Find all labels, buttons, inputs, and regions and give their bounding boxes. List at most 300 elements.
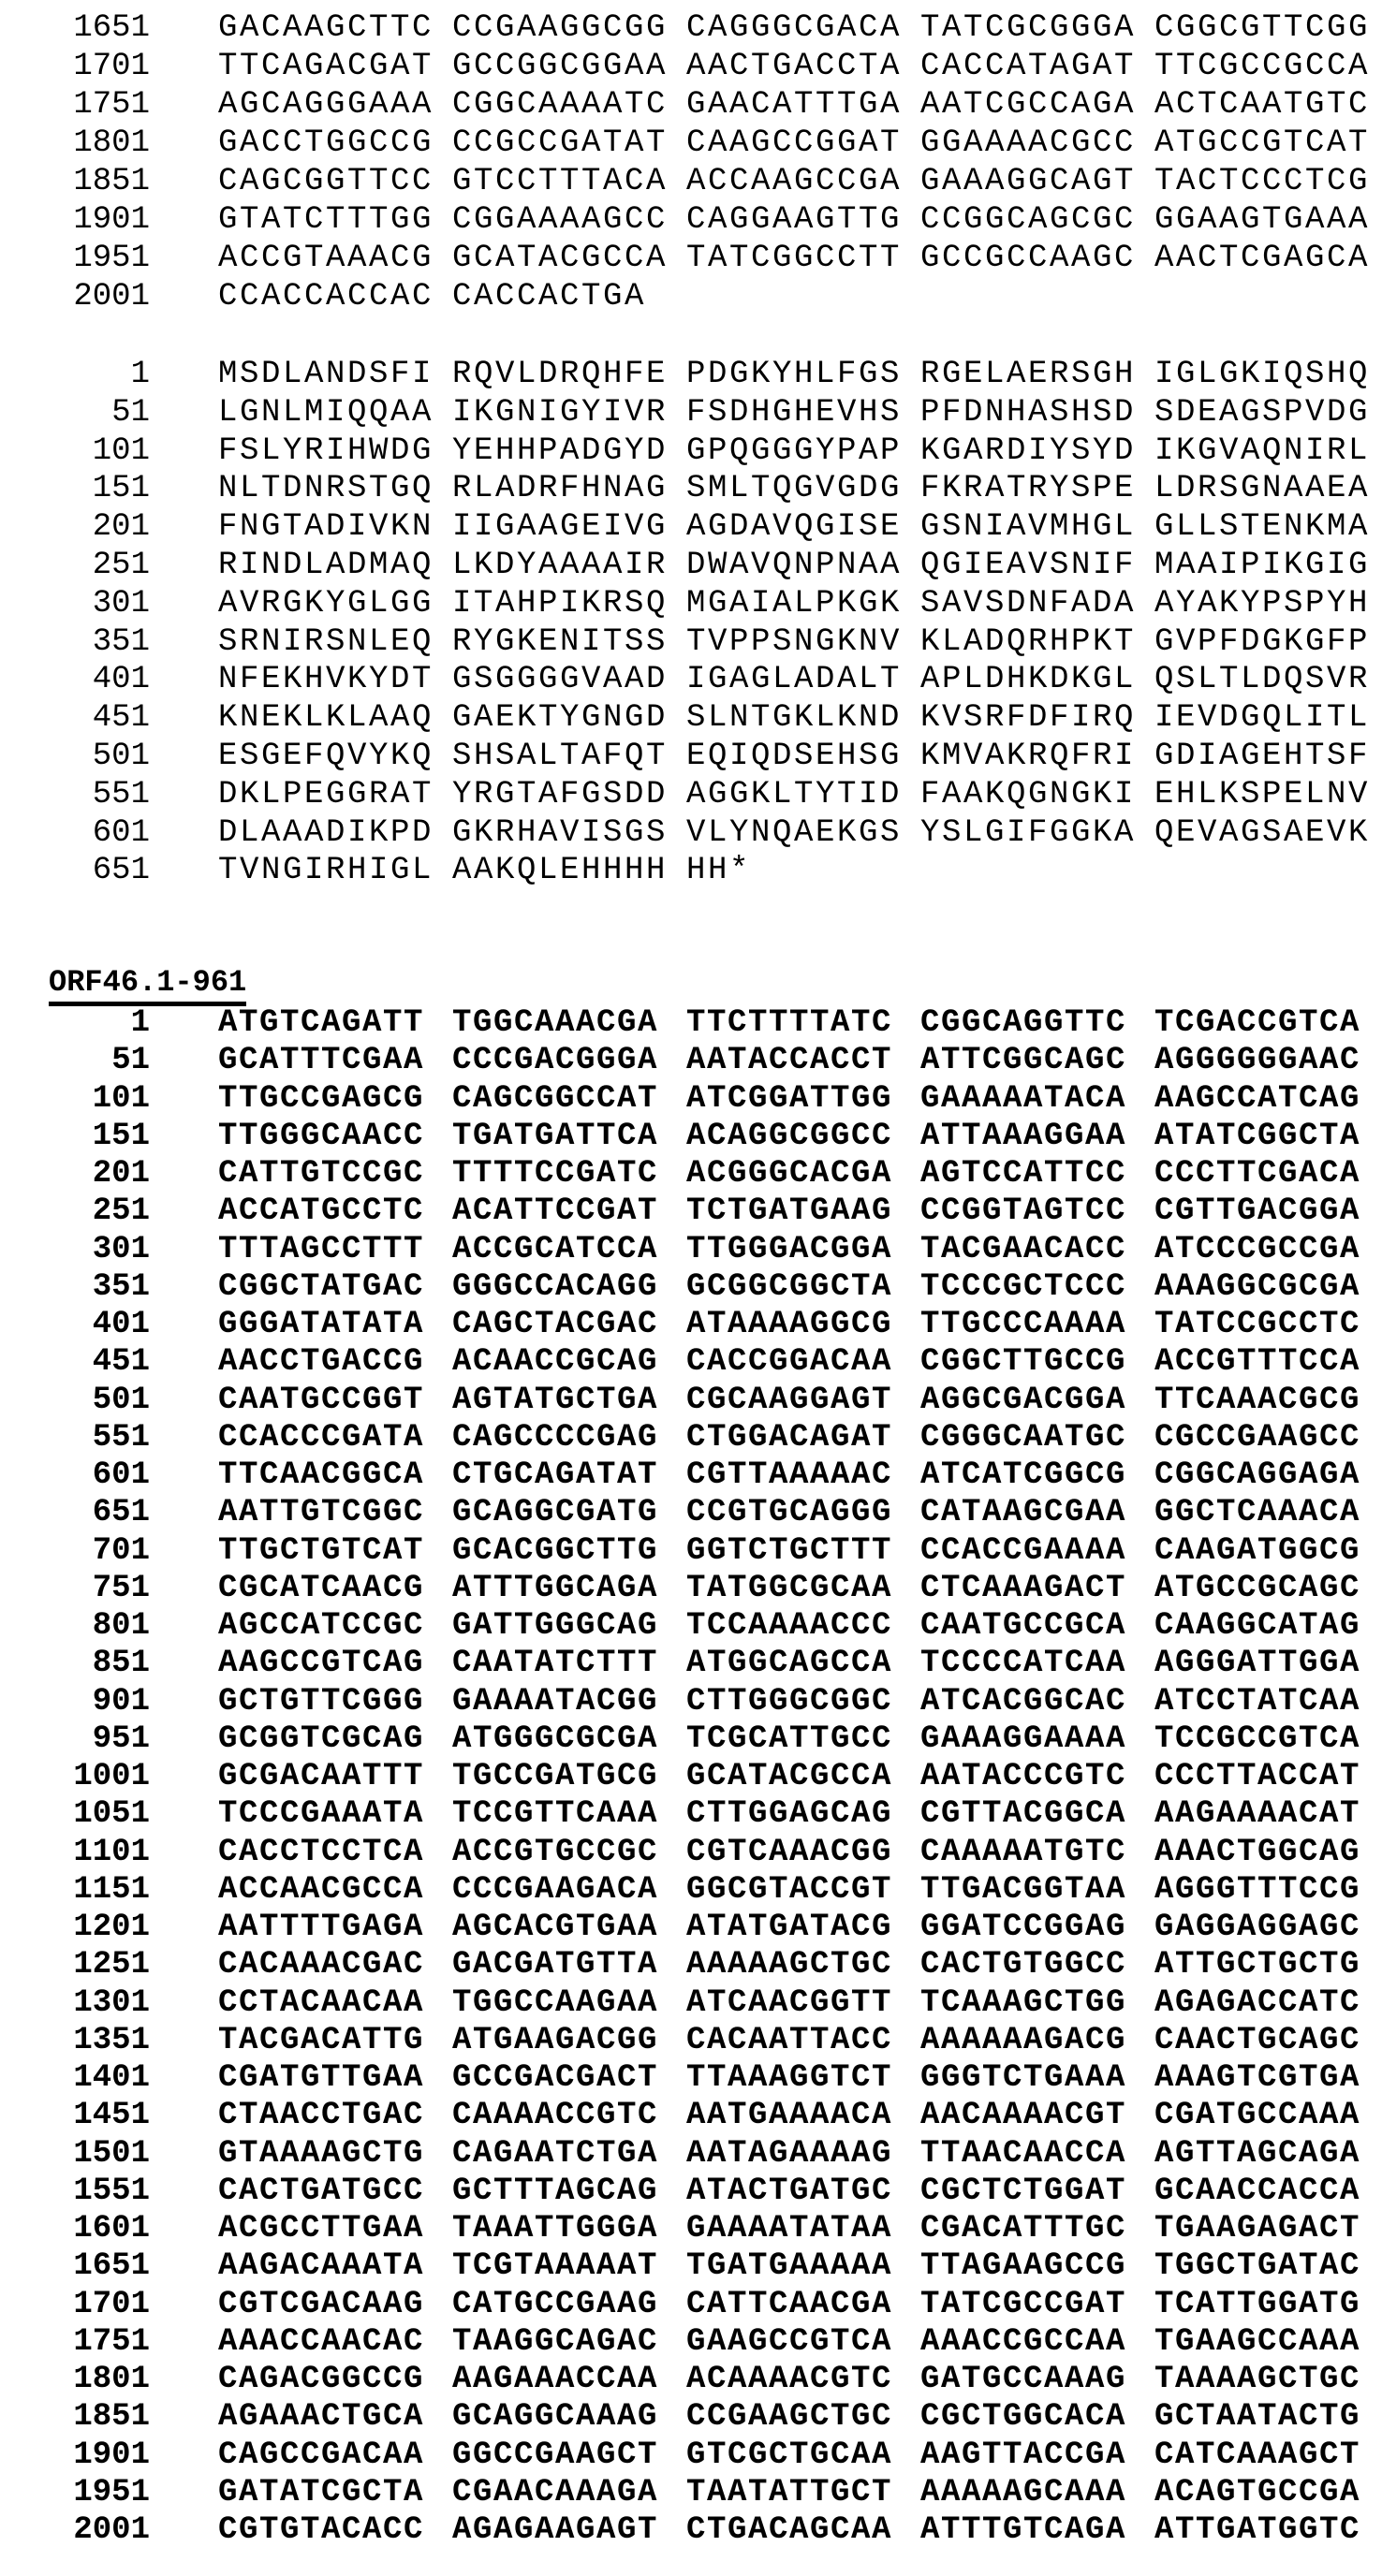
position-number: 1851 (73, 2398, 150, 2436)
position-number: 601 (93, 1456, 150, 1494)
sequence-group: ATCCTATCAA (1154, 1683, 1360, 1720)
sequence-group: CATGCCGAAG (452, 2286, 658, 2323)
sequence-group: AAGCCATCAG (1154, 1080, 1360, 1118)
sequence-group: CTAACCTGAC (218, 2097, 424, 2134)
sequence-group: DLAAADIKPD (218, 814, 434, 852)
protein-row (0, 356, 1382, 393)
sequence-group: KGARDIYSYD (920, 432, 1136, 470)
sequence-group: GGGATATATA (218, 1306, 424, 1343)
sequence-group: AAAAAGCTGC (686, 1946, 892, 1983)
sequence-group: ACGCCTTGAA (218, 2210, 424, 2247)
sequence-group: IKGVAQNIRL (1154, 432, 1370, 470)
sequence-group: AACTGACCTA (686, 48, 902, 85)
sequence-group: CAGGGCGACA (686, 9, 902, 47)
position-number: 1051 (73, 1795, 150, 1833)
sequence-group: GCTAATACTG (1154, 2398, 1360, 2436)
sequence-group: GACAAGCTTC (218, 9, 434, 47)
sequence-group: CAGCGGTTCC (218, 163, 434, 200)
sequence-group: SDEAGSPVDG (1154, 394, 1370, 432)
sequence-group: CAGCTACGAC (452, 1306, 658, 1343)
sequence-group: IKGNIGYIVR (452, 394, 668, 432)
sequence-group: AATAGAAAAG (686, 2135, 892, 2173)
protein-row (0, 585, 1382, 622)
orf-nucleotide-row (0, 2173, 1382, 2210)
sequence-group: GATTGGGCAG (452, 1607, 658, 1645)
sequence-group: CGGCAGGAGA (1154, 1456, 1360, 1494)
sequence-group: GCATTTCGAA (218, 1042, 424, 1079)
sequence-group: AACTCGAGCA (1154, 240, 1370, 277)
sequence-group: TTCAAACGCG (1154, 1382, 1360, 1419)
nucleotide-row (0, 124, 1382, 162)
protein-row (0, 470, 1382, 507)
sequence-group: CACCTCCTCA (218, 1834, 424, 1871)
sequence-group: CATAAGCGAA (920, 1494, 1126, 1531)
position-number: 1001 (73, 1758, 150, 1795)
orf-nucleotide-row (0, 2286, 1382, 2323)
position-number: 651 (93, 1494, 150, 1531)
sequence-group: ATATCGGCTA (1154, 1118, 1360, 1155)
sequence-group: TCCCCATCAA (920, 1645, 1126, 1682)
sequence-group: AGAGAAGAGT (452, 2511, 658, 2549)
sequence-group: AATGAAAACA (686, 2097, 892, 2134)
sequence-group: CGGCTTGCCG (920, 1343, 1126, 1381)
sequence-group: MAAIPIKGIG (1154, 547, 1370, 584)
sequence-group: CACCACTGA (452, 278, 646, 315)
position-number: 801 (93, 1607, 150, 1645)
sequence-group: CGCTGGCACA (920, 2398, 1126, 2436)
sequence-group: TATCGCCGAT (920, 2286, 1126, 2323)
sequence-group: TTCAACGGCA (218, 1456, 424, 1494)
position-number: 551 (93, 1419, 150, 1456)
position-number: 151 (93, 1118, 150, 1155)
orf-nucleotide-row (0, 1645, 1382, 1682)
sequence-group: CGGCAAAATC (452, 86, 668, 124)
sequence-group: ATCGGATTGG (686, 1080, 892, 1118)
sequence-group: GCGGCGGCTA (686, 1268, 892, 1306)
sequence-group: TACTCCCTCG (1154, 163, 1370, 200)
sequence-group: AATTGTCGGC (218, 1494, 424, 1531)
sequence-group: NLTDNRSTGQ (218, 470, 434, 507)
position-number: 51 (111, 394, 150, 432)
sequence-group: GSGGGGVAAD (452, 661, 668, 698)
position-number: 701 (93, 1532, 150, 1570)
sequence-group: ACCGTTTCCA (1154, 1343, 1360, 1381)
sequence-group: TGATGATTCA (452, 1118, 658, 1155)
orf-nucleotide-row (0, 1419, 1382, 1456)
sequence-group: GGTCTGCTTT (686, 1532, 892, 1570)
sequence-group: GSNIAVMHGL (920, 508, 1136, 546)
sequence-group: AATACCACCT (686, 1042, 892, 1079)
sequence-group: GAAGCCGTCA (686, 2323, 892, 2361)
sequence-group: GTATCTTTGG (218, 201, 434, 239)
sequence-group: TTAGAAGCCG (920, 2247, 1126, 2285)
sequence-group: PDGKYHLFGS (686, 356, 902, 393)
orf-nucleotide-row (0, 2097, 1382, 2134)
protein-row (0, 508, 1382, 546)
position-number: 1951 (73, 2474, 150, 2511)
sequence-group: AGTCCATTCC (920, 1155, 1126, 1193)
position-number: 1401 (73, 2059, 150, 2097)
sequence-group: AATTTTGAGA (218, 1909, 424, 1946)
sequence-group: CGATGTTGAA (218, 2059, 424, 2097)
orf-nucleotide-row (0, 2361, 1382, 2398)
sequence-group: CAGGAAGTTG (686, 201, 902, 239)
sequence-group: FSLYRIHWDG (218, 432, 434, 470)
sequence-group: TATCCGCCTC (1154, 1306, 1360, 1343)
nucleotide-row (0, 86, 1382, 124)
sequence-group: GTAAAAGCTG (218, 2135, 424, 2173)
sequence-group: CGCCGAAGCC (1154, 1419, 1360, 1456)
sequence-group: AGGKLTYTID (686, 776, 902, 813)
nucleotide-row (0, 278, 1382, 315)
sequence-group: ATAAAAGGCG (686, 1306, 892, 1343)
sequence-group: CACAATTACC (686, 2022, 892, 2059)
nucleotide-row (0, 201, 1382, 239)
sequence-group: KVSRFDFIRQ (920, 699, 1136, 737)
sequence-group: IEVDGQLITL (1154, 699, 1370, 737)
sequence-group: ATGGCAGCCA (686, 1645, 892, 1682)
sequence-group: ATTGATGGTC (1154, 2511, 1360, 2549)
position-number: 101 (93, 432, 150, 470)
sequence-group: TTTTCCGATC (452, 1155, 658, 1193)
sequence-group: LGNLMIQQAA (218, 394, 434, 432)
sequence-group: FSDHGHEVHS (686, 394, 902, 432)
position-number: 551 (93, 776, 150, 813)
orf-nucleotide-row (0, 1382, 1382, 1419)
position-number: 2001 (73, 278, 150, 315)
position-number: 1951 (73, 240, 150, 277)
sequence-group: TAATATTGCT (686, 2474, 892, 2511)
orf-nucleotide-row (0, 1834, 1382, 1871)
sequence-group: GAAAAATACA (920, 1080, 1126, 1118)
sequence-group: AGTATGCTGA (452, 1382, 658, 1419)
sequence-group: ATGAAGACGG (452, 2022, 658, 2059)
sequence-group: ATATGATACG (686, 1909, 892, 1946)
protein-row (0, 776, 1382, 813)
sequence-group: TTGCCGAGCG (218, 1080, 424, 1118)
orf-nucleotide-row (0, 1909, 1382, 1946)
sequence-group: QGIEAVSNIF (920, 547, 1136, 584)
nucleotide-row (0, 9, 1382, 47)
position-number: 1301 (73, 1984, 150, 2022)
sequence-group: GCAGGCGATG (452, 1494, 658, 1531)
sequence-group: CCCGAAGACA (452, 1871, 658, 1909)
sequence-group: AGGGATTGGA (1154, 1645, 1360, 1682)
sequence-group: GGGTCTGAAA (920, 2059, 1126, 2097)
sequence-group: ATGTCAGATT (218, 1004, 424, 1042)
sequence-group: GAACATTTGA (686, 86, 902, 124)
sequence-group: EQIQDSEHSG (686, 738, 902, 775)
orf-nucleotide-row (0, 1720, 1382, 1758)
position-number: 1551 (73, 2173, 150, 2210)
position-number: 1501 (73, 2135, 150, 2173)
sequence-group: CCCTTACCAT (1154, 1758, 1360, 1795)
position-number: 1851 (73, 163, 150, 200)
sequence-group: RLADRFHNAG (452, 470, 668, 507)
sequence-group: AYAKYPSPYH (1154, 585, 1370, 622)
sequence-group: ITAHPIKRSQ (452, 585, 668, 622)
orf-nucleotide-row (0, 1268, 1382, 1306)
sequence-group: AGCAGGGAAA (218, 86, 434, 124)
orf-nucleotide-row (0, 2323, 1382, 2361)
sequence-group: CACTGATGCC (218, 2173, 424, 2210)
sequence-group: TGGCCAAGAA (452, 1984, 658, 2022)
sequence-group: YRGTAFGSDD (452, 776, 668, 813)
sequence-group: CCTACAACAA (218, 1984, 424, 2022)
sequence-group: GCGGTCGCAG (218, 1720, 424, 1758)
sequence-group: AAGAAAACAT (1154, 1795, 1360, 1833)
sequence-group: RQVLDRQHFE (452, 356, 668, 393)
sequence-group: TTGCCCAAAA (920, 1306, 1126, 1343)
orf-nucleotide-row (0, 1080, 1382, 1118)
sequence-group: CGGCAGGTTC (920, 1004, 1126, 1042)
sequence-group: CCGGTAGTCC (920, 1193, 1126, 1230)
sequence-group: GKRHAVISGS (452, 814, 668, 852)
sequence-group: TCTGATGAAG (686, 1193, 892, 1230)
orf-nucleotide-row (0, 1155, 1382, 1193)
sequence-group: LKDYAAAAIR (452, 547, 668, 584)
position-number: 1651 (73, 2247, 150, 2285)
position-number: 451 (93, 699, 150, 737)
sequence-group: CATTCAACGA (686, 2286, 892, 2323)
sequence-group: CAATGCCGGT (218, 1382, 424, 1419)
sequence-group: CCCTTCGACA (1154, 1155, 1360, 1193)
sequence-group: CGGGCAATGC (920, 1419, 1126, 1456)
sequence-group: ATTGCTGCTG (1154, 1946, 1360, 1983)
orf-nucleotide-row (0, 1456, 1382, 1494)
orf-nucleotide-row (0, 1494, 1382, 1531)
sequence-group: TGCCGATGCG (452, 1758, 658, 1795)
sequence-group: AGGGGGGAAC (1154, 1042, 1360, 1079)
sequence-group: GGCTCAAACA (1154, 1494, 1360, 1531)
sequence-group: AAGAAACCAA (452, 2361, 658, 2398)
sequence-group: GGGCCACAGG (452, 1268, 658, 1306)
position-number: 251 (93, 547, 150, 584)
position-number: 1201 (73, 1909, 150, 1946)
sequence-group: QSLTLDQSVR (1154, 661, 1370, 698)
sequence-group: TTCTTTTATC (686, 1004, 892, 1042)
sequence-group: ACCGTGCCGC (452, 1834, 658, 1871)
sequence-group: GATATCGCTA (218, 2474, 424, 2511)
sequence-group: TGGCTGATAC (1154, 2247, 1360, 2285)
sequence-group: TAAAAGCTGC (1154, 2361, 1360, 2398)
sequence-group: GDIAGEHTSF (1154, 738, 1370, 775)
orf-nucleotide-row (0, 1607, 1382, 1645)
sequence-group: AAKQLEHHHH (452, 852, 668, 889)
orf-nucleotide-row (0, 1306, 1382, 1343)
sequence-group: AAACTGGCAG (1154, 1834, 1360, 1871)
sequence-group: CCACCCGATA (218, 1419, 424, 1456)
protein-row (0, 738, 1382, 775)
sequence-group: FNGTADIVKN (218, 508, 434, 546)
orf-section-title: ORF46.1-961 (49, 964, 246, 1006)
sequence-group: ACCAAGCCGA (686, 163, 902, 200)
position-number: 251 (93, 1193, 150, 1230)
sequence-group: CGCAAGGAGT (686, 1382, 892, 1419)
sequence-group: SMLTQGVGDG (686, 470, 902, 507)
sequence-group: KLADQRHPKT (920, 623, 1136, 661)
sequence-group: AACCTGACCG (218, 1343, 424, 1381)
sequence-group: ACCGCATCCA (452, 1231, 658, 1268)
sequence-group: CAGACGGCCG (218, 2361, 424, 2398)
sequence-group: ACGGGCACGA (686, 1155, 892, 1193)
sequence-group: GCAACCACCA (1154, 2173, 1360, 2210)
sequence-group: ACCGTAAACG (218, 240, 434, 277)
position-number: 1 (131, 1004, 150, 1042)
sequence-group: CGCTCTGGAT (920, 2173, 1126, 2210)
sequence-group: AAGTTACCGA (920, 2437, 1126, 2474)
sequence-group: TATCGCGGGA (920, 9, 1136, 47)
sequence-group: CAAGCCGGAT (686, 124, 902, 162)
sequence-group: ACAACCGCAG (452, 1343, 658, 1381)
orf-nucleotide-row (0, 1042, 1382, 1079)
position-number: 1351 (73, 2022, 150, 2059)
sequence-group: GVPFDGKGFP (1154, 623, 1370, 661)
orf-nucleotide-row (0, 1683, 1382, 1720)
protein-row (0, 394, 1382, 432)
position-number: 1251 (73, 1946, 150, 1983)
sequence-group: TAAGGCAGAC (452, 2323, 658, 2361)
sequence-group: ATGGGCGCGA (452, 1720, 658, 1758)
sequence-group: ATTTGGCAGA (452, 1570, 658, 1607)
sequence-group: CAAAACCGTC (452, 2097, 658, 2134)
sequence-group: TTAACAACCA (920, 2135, 1126, 2173)
sequence-group: ESGEFQVYKQ (218, 738, 434, 775)
orf-nucleotide-row (0, 1193, 1382, 1230)
sequence-group: IGAGLADALT (686, 661, 902, 698)
sequence-group: AGAGACCATC (1154, 1984, 1360, 2022)
sequence-group: TCCGCCGTCA (1154, 1720, 1360, 1758)
sequence-group: TGGCAAACGA (452, 1004, 658, 1042)
orf-nucleotide-row (0, 1946, 1382, 1983)
position-number: 1151 (73, 1871, 150, 1909)
sequence-group: TCAAAGCTGG (920, 1984, 1126, 2022)
sequence-group: ACCATGCCTC (218, 1193, 424, 1230)
sequence-group: TACGAACACC (920, 1231, 1126, 1268)
position-number: 1801 (73, 2361, 150, 2398)
sequence-group: GGCGTACCGT (686, 1871, 892, 1909)
sequence-group: VLYNQAEKGS (686, 814, 902, 852)
sequence-group: CGACATTTGC (920, 2210, 1126, 2247)
position-number: 401 (93, 1306, 150, 1343)
orf-nucleotide-row (0, 1532, 1382, 1570)
sequence-group: GAAAGGCAGT (920, 163, 1136, 200)
nucleotide-row (0, 240, 1382, 277)
sequence-group: TCGACCGTCA (1154, 1004, 1360, 1042)
orf-nucleotide-row (0, 1118, 1382, 1155)
sequence-group: CCGTGCAGGG (686, 1494, 892, 1531)
sequence-group: ACAGGCGGCC (686, 1118, 892, 1155)
position-number: 1601 (73, 2210, 150, 2247)
sequence-group: CTCAAAGACT (920, 1570, 1126, 1607)
sequence-group: IGLGKIQSHQ (1154, 356, 1370, 393)
sequence-group: AAGCCGTCAG (218, 1645, 424, 1682)
sequence-group: ATTAAAGGAA (920, 1118, 1126, 1155)
sequence-group: TCATTGGATG (1154, 2286, 1360, 2323)
sequence-group: FAAKQGNGKI (920, 776, 1136, 813)
sequence-group: GAAAGGAAAA (920, 1720, 1126, 1758)
position-number: 351 (93, 1268, 150, 1306)
orf-nucleotide-row (0, 2247, 1382, 2285)
position-number: 1801 (73, 124, 150, 162)
sequence-group: TCCCGCTCCC (920, 1268, 1126, 1306)
sequence-group: TCCAAAACCC (686, 1607, 892, 1645)
sequence-group: GCATACGCCA (686, 1758, 892, 1795)
sequence-group: CAATATCTTT (452, 1645, 658, 1682)
sequence-group: GCTTTAGCAG (452, 2173, 658, 2210)
sequence-group: HH* (686, 852, 751, 889)
sequence-group: CGGCGTTCGG (1154, 9, 1370, 47)
sequence-group: CACAAACGAC (218, 1946, 424, 1983)
sequence-group: PFDNHASHSD (920, 394, 1136, 432)
sequence-group: ATCAACGGTT (686, 1984, 892, 2022)
sequence-group: ATGCCGCAGC (1154, 1570, 1360, 1607)
sequence-group: IIGAAGEIVG (452, 508, 668, 546)
orf-nucleotide-row (0, 2398, 1382, 2436)
sequence-group: SAVSDNFADA (920, 585, 1136, 622)
sequence-group: RGELAERSGH (920, 356, 1136, 393)
sequence-group: DKLPEGGRAT (218, 776, 434, 813)
sequence-group: CGTGTACACC (218, 2511, 424, 2549)
position-number: 951 (93, 1720, 150, 1758)
position-number: 201 (93, 508, 150, 546)
sequence-group: TTGGGCAACC (218, 1118, 424, 1155)
sequence-group: CGTCGACAAG (218, 2286, 424, 2323)
position-number: 1 (131, 356, 150, 393)
sequence-group: TGATGAAAAA (686, 2247, 892, 2285)
sequence-group: AGAAACTGCA (218, 2398, 424, 2436)
sequence-group: ACCAACGCCA (218, 1871, 424, 1909)
position-number: 1901 (73, 2437, 150, 2474)
position-number: 651 (93, 852, 150, 889)
sequence-group: CGATGCCAAA (1154, 2097, 1360, 2134)
sequence-group: CACCGGACAA (686, 1343, 892, 1381)
sequence-group: APLDHKDKGL (920, 661, 1136, 698)
protein-row (0, 852, 1382, 889)
sequence-group: KNEKLKLAAQ (218, 699, 434, 737)
sequence-group: AAAGGCGCGA (1154, 1268, 1360, 1306)
protein-row (0, 661, 1382, 698)
sequence-group: TVPPSNGKNV (686, 623, 902, 661)
sequence-group: ATCCCGCCGA (1154, 1231, 1360, 1268)
sequence-group: GTCGCTGCAA (686, 2437, 892, 2474)
sequence-group: TTGACGGTAA (920, 1871, 1126, 1909)
protein-row (0, 547, 1382, 584)
sequence-group: LDRSGNAAEA (1154, 470, 1370, 507)
position-number: 1751 (73, 2323, 150, 2361)
sequence-group: TCGTAAAAAT (452, 2247, 658, 2285)
sequence-group: ATACTGATGC (686, 2173, 892, 2210)
orf-nucleotide-row (0, 2474, 1382, 2511)
sequence-group: CGGAAAAGCC (452, 201, 668, 239)
position-number: 1701 (73, 48, 150, 85)
sequence-group: GGCCGAAGCT (452, 2437, 658, 2474)
sequence-group: CGTCAAACGG (686, 1834, 892, 1871)
position-number: 1751 (73, 86, 150, 124)
orf-nucleotide-row (0, 2135, 1382, 2173)
position-number: 301 (93, 585, 150, 622)
sequence-group: AATACCCGTC (920, 1758, 1126, 1795)
sequence-group: CGTTACGGCA (920, 1795, 1126, 1833)
sequence-group: RINDLADMAQ (218, 547, 434, 584)
sequence-group: CAGCCCCGAG (452, 1419, 658, 1456)
sequence-group: GGATCCGGAG (920, 1909, 1126, 1946)
sequence-group: CGTTAAAAAC (686, 1456, 892, 1494)
sequence-group: CAAAAATGTC (920, 1834, 1126, 1871)
sequence-group: AAACCGCCAA (920, 2323, 1126, 2361)
sequence-group: CAAGGCATAG (1154, 1607, 1360, 1645)
sequence-group: GGAAGTGAAA (1154, 201, 1370, 239)
